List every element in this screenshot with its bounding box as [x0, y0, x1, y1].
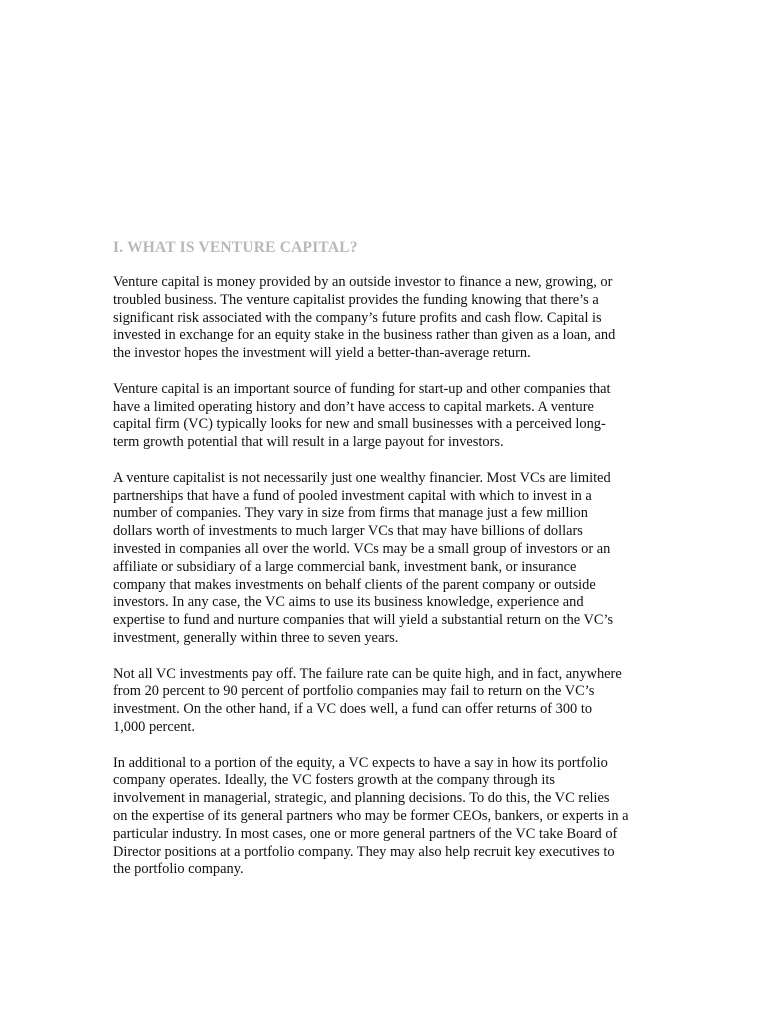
paragraph-line: Venture capital is money provided by an outside investor to finance a new, growing, or	[113, 274, 613, 290]
paragraph-line: troubled business. The venture capitalist provides the funding knowing that there’s a	[113, 291, 599, 308]
paragraph-line: investment, generally within three to seven years.	[113, 629, 399, 646]
paragraph-line: Not all VC investments pay off. The failure rate can be quite high, and in fact, anywhere	[113, 665, 622, 682]
document-page	[113, 239, 661, 897]
body-paragraph	[113, 274, 661, 363]
paragraph-line: capital firm (VC) typically looks for new and small businesses with a perceived long-	[113, 416, 606, 433]
paragraph-line: partnerships that have a fund of pooled investment capital with which to invest in a	[113, 487, 592, 504]
paragraph-line: term growth potential that will result in a large payout for investors.	[113, 434, 504, 451]
paragraph-line: investors. In any case, the VC aims to use its business knowledge, experience and	[113, 594, 584, 611]
paragraph-line: Venture capital is an important source of funding for start-up and other companies that	[113, 380, 611, 397]
paragraph-line: investment. On the other hand, if a VC does well, a fund can offer returns of 300 to	[113, 701, 593, 718]
paragraph-line: invested in exchange for an equity stake in the business rather than given as a loan, and	[113, 327, 616, 344]
paragraph-line: company that makes investments on behalf clients of the parent company or outside	[113, 576, 596, 593]
paragraph-line: A venture capitalist is not necessarily just one wealthy financier. Most VCs are limited	[113, 469, 611, 486]
paragraph-line: affiliate or subsidiary of a large commercial bank, investment bank, or insurance	[113, 558, 577, 575]
paragraph-line: the investor hopes the investment will yield a better-than-average return.	[113, 345, 531, 362]
paragraph-line: have a limited operating history and don’t have access to capital markets. A venture	[113, 398, 594, 415]
body-paragraph	[113, 470, 661, 648]
paragraph-line: In additional to a portion of the equity, a VC expects to have a say in how its portfolio	[113, 754, 608, 771]
section-heading: I. WHAT IS VENTURE CAPITAL?	[113, 239, 358, 256]
paragraph-line: invested in companies all over the world. VCs may be a small group of investors or an	[113, 540, 611, 557]
paragraph-line: expertise to fund and nurture companies that will yield a substantial return on the VC’s	[113, 612, 614, 629]
paragraph-line: the portfolio company.	[113, 861, 244, 878]
paragraph-line: dollars worth of investments to much larger VCs that may have billions of dollars	[113, 523, 583, 540]
paragraph-line: from 20 percent to 90 percent of portfolio companies may fail to return on the VC’s	[113, 683, 595, 700]
paragraph-line: on the expertise of its general partners who may be former CEOs, bankers, or experts in a	[113, 807, 629, 824]
body-paragraph	[113, 666, 661, 737]
paragraph-line: 1,000 percent.	[113, 718, 195, 735]
paragraph-line: significant risk associated with the company’s future profits and cash flow. Capital is	[113, 309, 602, 326]
paragraph-line: company operates. Ideally, the VC fosters growth at the company through its	[113, 772, 556, 789]
paragraph-line: number of companies. They vary in size from firms that manage just a few million	[113, 505, 588, 522]
paragraph-line: involvement in managerial, strategic, and planning decisions. To do this, the VC relies	[113, 790, 610, 807]
paragraph-line: Director positions at a portfolio company. They may also help recruit key executives to	[113, 843, 615, 860]
body-paragraph	[113, 381, 661, 452]
paragraph-line: particular industry. In most cases, one or more general partners of the VC take Board of	[113, 825, 618, 842]
paragraphs-container	[113, 274, 661, 879]
body-paragraph	[113, 755, 661, 880]
